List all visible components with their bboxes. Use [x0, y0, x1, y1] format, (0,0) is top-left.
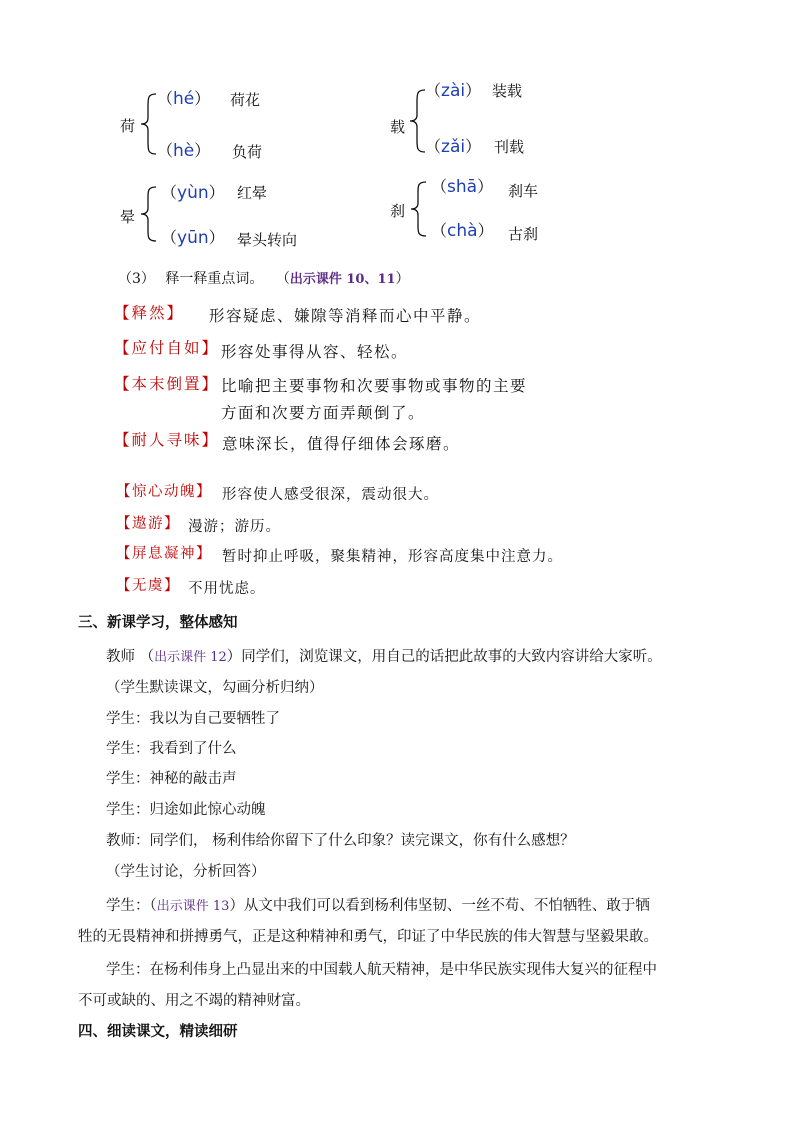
term-definition: 意味深长，值得仔细体会琢磨。	[222, 435, 461, 453]
section-3-heading: （3） 释一释重点词。 （出示课件 10、11）	[118, 271, 410, 287]
polyphone-char-sha: 刹	[390, 202, 406, 220]
example-word: 红晕	[237, 184, 268, 202]
section-heading: 三、新课学习，整体感知	[78, 614, 238, 631]
term: 【惊心动魄】	[116, 484, 212, 500]
reading-row: （zài）	[425, 81, 482, 101]
term: 【耐人寻味】	[114, 431, 220, 449]
teacher-line: 教师：同学们， 杨利伟给你留下了什么印象？读完课文，你有什么感想？	[106, 833, 575, 849]
term-definition: 漫游；游历。	[188, 519, 281, 535]
term-definition: 暂时抑止呼吸，聚集精神，形容高度集中注意力。	[222, 549, 563, 565]
courseware-note: 出示课件 12	[154, 650, 227, 665]
term: 【本末倒置】	[114, 375, 220, 393]
paragraph-continued: 不可或缺的、用之不竭的精神财富。	[78, 993, 310, 1009]
reading-row: （yūn）	[161, 228, 225, 248]
term-definition: 形容疑虑、嫌隙等消释而心中平静。	[209, 307, 482, 325]
paragraph: 学生：在杨利伟身上凸显出来的中国载人航天精神，是中华民族实现伟大复兴的征程中	[106, 962, 657, 978]
pinyin: yùn	[177, 183, 209, 203]
pinyin: chà	[447, 221, 478, 241]
reading-row: （hè）	[157, 141, 211, 161]
pinyin: zǎi	[441, 137, 466, 157]
reading-row: （hé）	[157, 89, 211, 109]
student-line: 学生：神秘的敲击声	[106, 771, 237, 787]
brace-icon	[138, 185, 158, 243]
term: 【遨游】	[116, 516, 180, 532]
term-definition-continued: 方面和次要方面弄颠倒了。	[221, 404, 426, 422]
reading-row: （chà）	[431, 221, 494, 241]
pinyin: shā	[447, 177, 478, 197]
term: 【释然】	[114, 304, 185, 322]
pinyin: yūn	[177, 228, 209, 248]
example-word: 负荷	[232, 143, 263, 161]
student-line: 学生：我看到了什么	[106, 741, 237, 757]
student-line: 学生：我以为自己要牺牲了	[106, 711, 280, 727]
polyphone-char-he: 荷	[120, 117, 136, 135]
example-word: 荷花	[230, 91, 261, 109]
polyphone-char-yun: 晕	[120, 208, 136, 226]
section-heading: 四、细读课文，精读细研	[78, 1023, 238, 1040]
courseware-note: 出示课件 10、11	[289, 272, 396, 287]
reading-row: （yùn）	[161, 183, 225, 203]
example-word: 晕头转向	[237, 231, 298, 249]
brace-icon	[407, 88, 427, 154]
polyphone-char-zai: 载	[390, 118, 406, 136]
student-line: 学生：归途如此惊心动魄	[106, 802, 266, 818]
pinyin: zài	[441, 81, 466, 101]
term-definition: 比喻把主要事物和次要事物或事物的主要	[221, 377, 528, 395]
brace-icon	[138, 92, 158, 156]
term-definition: 形容处事得从容、轻松。	[221, 343, 409, 361]
term: 【无虞】	[116, 578, 180, 594]
paragraph-continued: 牲的无畏精神和拼搏勇气，正是这种精神和勇气，印证了中华民族的伟大智慧与坚毅果敢。	[78, 929, 658, 945]
term-definition: 不用忧虑。	[188, 581, 266, 597]
paragraph: 教师 （出示课件 12）同学们，浏览课文，用自己的话把此故事的大致内容讲给大家听。	[106, 649, 662, 665]
term: 【应付自如】	[114, 339, 220, 357]
example-word: 刊载	[494, 138, 525, 156]
pinyin: hé	[173, 89, 195, 109]
reading-row: （zǎi）	[425, 137, 482, 157]
brace-icon	[408, 180, 428, 238]
paragraph: （学生默读课文，勾画分析归纳）	[106, 680, 324, 696]
courseware-note: 出示课件 13	[156, 899, 230, 914]
paragraph: 学生：（出示课件 13）从文中我们可以看到杨利伟坚韧、一丝不苟、不怕牺牲、敢于牺	[106, 898, 650, 914]
paragraph: （学生讨论，分析回答）	[106, 864, 266, 880]
term-definition: 形容使人感受很深，震动很大。	[222, 487, 439, 503]
example-word: 刹车	[508, 182, 539, 200]
reading-row: （shā）	[431, 177, 494, 197]
term: 【屏息凝神】	[116, 546, 212, 562]
example-word: 古刹	[508, 225, 539, 243]
example-word: 装载	[492, 82, 523, 100]
pinyin: hè	[173, 141, 195, 161]
